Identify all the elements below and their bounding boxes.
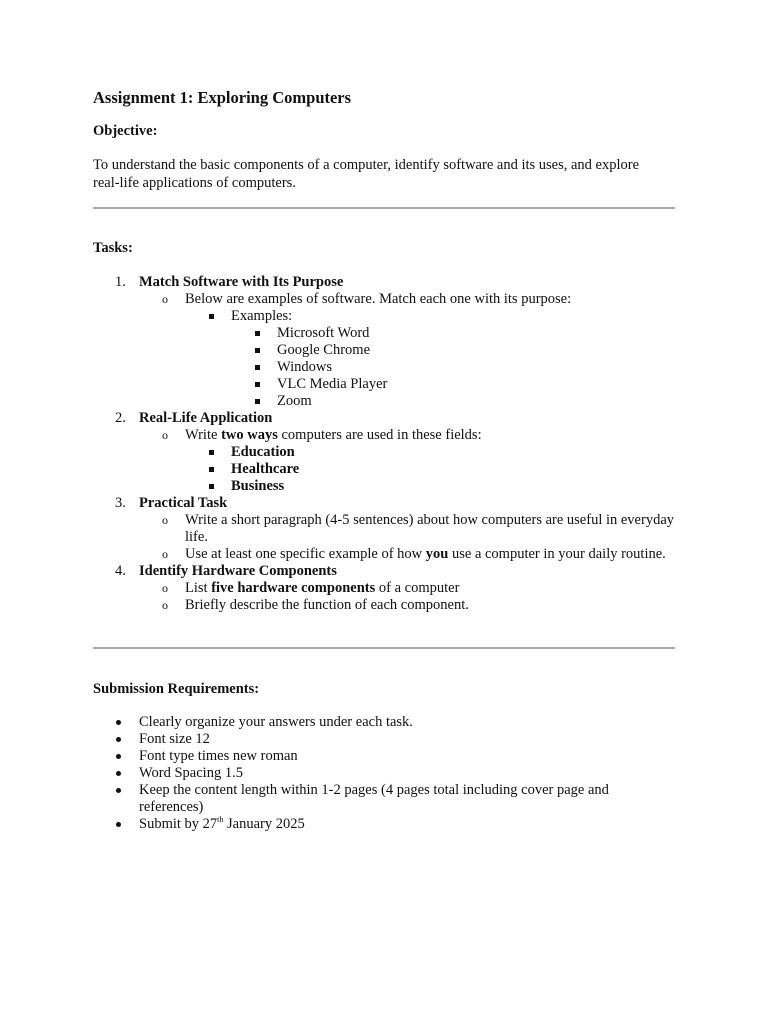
task-title: Real-Life Application — [139, 410, 273, 426]
field-name: Business — [231, 478, 285, 494]
list-item — [231, 393, 675, 410]
bullet-icon — [116, 754, 121, 759]
bullet-icon — [116, 720, 121, 725]
square-bullet-icon — [255, 331, 260, 336]
square-bullet-icon — [255, 399, 260, 404]
list-item — [231, 342, 675, 359]
list-item — [93, 765, 653, 782]
requirement-text: Keep the content length within 1-2 pages (4 pages total including cover page and references) — [139, 782, 609, 815]
circle-bullet-icon: o — [162, 292, 168, 306]
bullet-icon — [116, 771, 121, 776]
example-software: Microsoft Word — [277, 325, 370, 341]
task-number: 1. — [115, 274, 126, 290]
horizontal-rule — [93, 207, 675, 209]
submission-heading: Submission Requirements: — [93, 681, 260, 697]
task-item — [93, 274, 675, 410]
objective-text: To understand the basic components of a computer, identify software and its uses, and explore real-life applications of computers. — [93, 157, 640, 191]
tasks-heading: Tasks: — [93, 240, 133, 256]
task-number: 2. — [115, 410, 126, 426]
list-item — [231, 376, 675, 393]
task-title: Practical Task — [139, 495, 228, 511]
list-item — [93, 748, 653, 765]
example-software: VLC Media Player — [277, 376, 388, 392]
sub-item — [139, 597, 675, 614]
list-item — [93, 816, 653, 833]
sub-item-text: List five hardware components of a computer — [185, 580, 460, 596]
square-bullet-icon — [255, 365, 260, 370]
sub-item-text: Write a short paragraph (4-5 sentences) about how computers are useful in everyday life. — [185, 512, 675, 545]
sub-item — [139, 546, 675, 563]
requirement-text: Font size 12 — [139, 731, 210, 747]
circle-bullet-icon: o — [162, 581, 168, 595]
objective-heading: Objective: — [93, 123, 158, 139]
list-item — [185, 461, 675, 478]
list-item — [93, 731, 653, 748]
circle-bullet-icon: o — [162, 513, 168, 527]
field-name: Education — [231, 444, 295, 460]
tasks-list — [93, 274, 675, 614]
bullet-icon — [116, 737, 121, 742]
list-item — [93, 782, 653, 816]
list-item — [93, 714, 653, 731]
circle-bullet-icon: o — [162, 547, 168, 561]
bullet-icon — [116, 822, 121, 827]
field-name: Healthcare — [231, 461, 300, 477]
sub-item-text: Briefly describe the function of each component. — [185, 597, 469, 613]
example-software: Google Chrome — [277, 342, 371, 358]
task-title: Match Software with Its Purpose — [139, 274, 344, 290]
circle-bullet-icon: o — [162, 428, 168, 442]
square-bullet-icon — [209, 314, 214, 319]
sub-item-text: Use at least one specific example of how you use a computer in your daily routine. — [185, 546, 666, 562]
circle-bullet-icon: o — [162, 598, 168, 612]
requirement-text: Clearly organize your answers under each task. — [139, 714, 413, 730]
list-item — [185, 478, 675, 495]
square-bullet-icon — [255, 348, 260, 353]
task-item — [93, 495, 675, 563]
square-bullet-icon — [209, 450, 214, 455]
horizontal-rule — [93, 647, 675, 649]
example-software: Zoom — [277, 393, 312, 409]
list-item — [231, 325, 675, 342]
requirement-text: Font type times new roman — [139, 748, 298, 764]
sub-item-text: Below are examples of software. Match each one with its purpose: — [185, 291, 572, 307]
task-title: Identify Hardware Components — [139, 563, 337, 579]
examples-label: Examples: — [231, 308, 293, 324]
requirements-list — [93, 714, 653, 833]
example-software: Windows — [277, 359, 332, 375]
examples-item — [185, 308, 675, 410]
list-item — [185, 444, 675, 461]
submission-deadline: Submit by 27th January 2025 — [139, 815, 305, 832]
page-title: Assignment 1: Exploring Computers — [93, 88, 352, 107]
list-item — [231, 359, 675, 376]
sub-item — [139, 512, 675, 546]
requirement-text: Word Spacing 1.5 — [139, 765, 243, 781]
sub-item-text: Write two ways computers are used in these fields: — [185, 427, 482, 443]
square-bullet-icon — [255, 382, 260, 387]
sub-item — [139, 291, 675, 410]
task-item — [93, 410, 675, 495]
task-number: 3. — [115, 495, 126, 511]
square-bullet-icon — [209, 484, 214, 489]
task-number: 4. — [115, 563, 126, 579]
sub-item — [139, 580, 675, 597]
square-bullet-icon — [209, 467, 214, 472]
task-item — [93, 563, 675, 614]
bullet-icon — [116, 788, 121, 793]
sub-item — [139, 427, 675, 495]
